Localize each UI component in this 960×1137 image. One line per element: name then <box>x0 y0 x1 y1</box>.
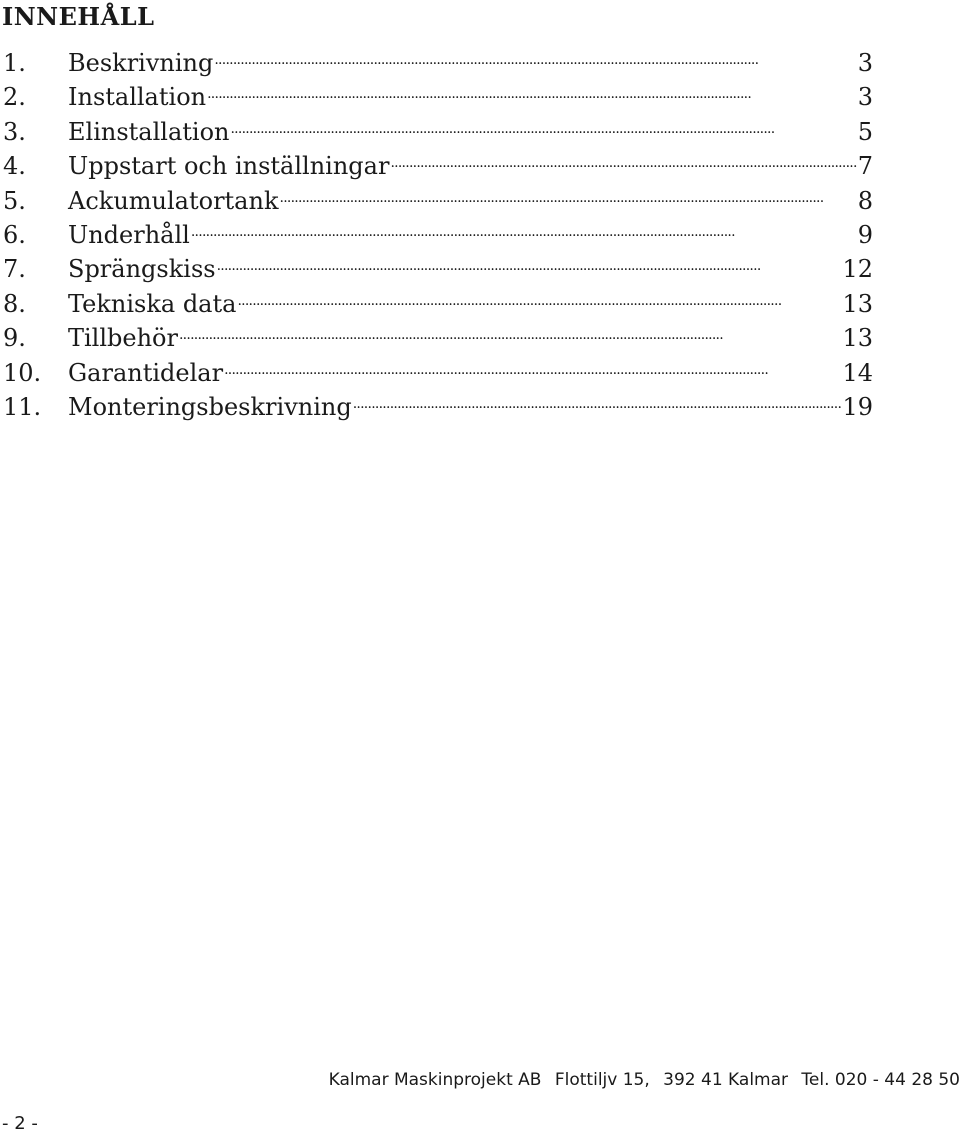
toc-entry-label: Monteringsbeskrivning <box>68 392 352 421</box>
toc-entry-label: Elinstallation <box>68 117 230 146</box>
toc-dot-leader <box>191 209 857 243</box>
toc-entry-label: Beskrivning <box>68 49 214 77</box>
toc-entry-page: 5 <box>857 117 873 146</box>
toc-dot-leader <box>207 71 857 105</box>
toc-entry-beskrivning[interactable] <box>0 37 873 77</box>
toc-entry-number: 6. <box>3 220 26 249</box>
toc-entry-page: 9 <box>857 220 873 249</box>
toc-entry-label: Uppstart och inställningar <box>68 152 390 181</box>
toc-entry-label: Tillbehör <box>68 324 178 353</box>
page-number: - 2 - <box>2 1113 38 1134</box>
toc-dot-leader <box>280 175 857 209</box>
footer-phone: Tel. 020 - 44 28 50 <box>801 1070 960 1090</box>
toc-entry-page: 3 <box>857 49 873 77</box>
toc-entry-page: 3 <box>857 83 873 112</box>
toc-entry-label: Ackumulatortank <box>68 186 279 215</box>
toc-entry-number: 7. <box>3 255 26 284</box>
toc-entry-page: 12 <box>842 255 873 284</box>
toc-entry-number: 4. <box>3 152 26 181</box>
toc-entry-number: 11. <box>3 392 42 421</box>
toc-dot-leader <box>224 347 841 381</box>
footer-company-name: Kalmar Maskinprojekt AB <box>328 1070 542 1090</box>
toc-dot-leader <box>390 140 856 174</box>
toc-entry-number: 3. <box>3 117 26 146</box>
toc-entry-page: 8 <box>857 186 873 215</box>
toc-entry-number: 8. <box>3 289 26 318</box>
toc-entry-page: 19 <box>842 392 873 421</box>
toc-entry-page: 14 <box>842 358 873 387</box>
toc-entry-number: 2. <box>3 83 26 112</box>
toc-entry-page: 7 <box>857 152 873 181</box>
footer-contact-line <box>329 1068 960 1092</box>
toc-dot-leader <box>353 381 842 415</box>
toc-entry-label: Sprängskiss <box>68 255 216 284</box>
toc-entry-number: 9. <box>3 324 26 353</box>
toc-dot-leader <box>237 278 841 312</box>
toc-entry-number: 1. <box>3 49 26 77</box>
toc-entry-number: 10. <box>3 358 42 387</box>
table-of-contents <box>0 37 873 421</box>
toc-entry-label: Installation <box>68 83 207 112</box>
toc-entry-label: Garantidelar <box>68 358 224 387</box>
toc-heading: INNEHÅLL <box>2 2 155 31</box>
toc-dot-leader <box>217 243 842 277</box>
toc-dot-leader <box>214 37 856 71</box>
toc-dot-leader <box>179 312 841 346</box>
footer-address: Flottiljv 15, <box>554 1070 650 1090</box>
toc-entry-label: Underhåll <box>68 220 190 249</box>
footer-city: 392 41 Kalmar <box>663 1070 789 1090</box>
toc-entry-page: 13 <box>842 324 873 353</box>
toc-entry-label: Tekniska data <box>68 289 237 318</box>
toc-entry-number: 5. <box>3 186 26 215</box>
toc-entry-page: 13 <box>842 289 873 318</box>
toc-dot-leader <box>230 106 856 140</box>
